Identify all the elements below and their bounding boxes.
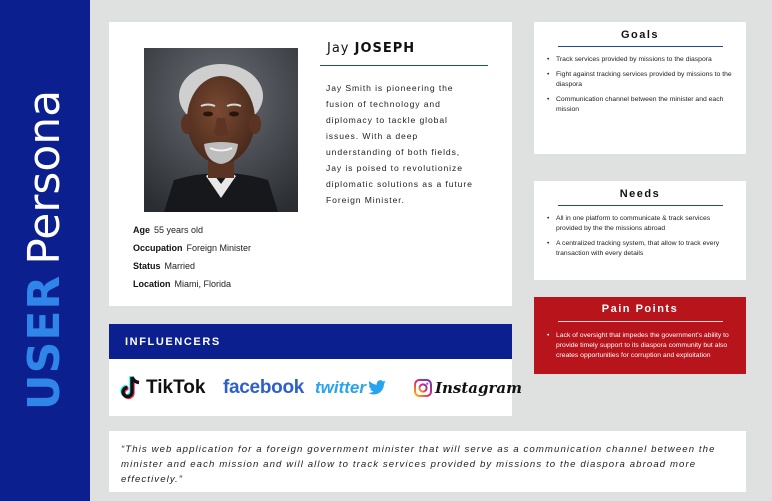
bio-line: diplomatic solutions as a future (326, 179, 473, 189)
needs-list (534, 206, 746, 259)
list-item: • Track services provided by missions to the diaspora (547, 55, 736, 65)
fact-label: Status (133, 261, 161, 271)
quote-card (109, 431, 746, 492)
twitter-logo (315, 373, 387, 403)
facebook-logo (223, 373, 304, 403)
needs-card (534, 181, 746, 280)
instagram-logo (414, 373, 522, 403)
pain-points-divider (558, 321, 723, 322)
facebook-wordmark: facebook (223, 377, 305, 398)
fact-label: Location (133, 279, 171, 289)
persona-facts (133, 221, 251, 293)
name-divider (320, 65, 488, 66)
goals-card (534, 22, 746, 154)
list-item: • All in one platform to communicate & track services provided by the the missions abroad (547, 214, 736, 234)
fact-label: Age (133, 225, 151, 235)
bio-line: Jay is poised to revolutionize (326, 163, 463, 173)
influencers-card (109, 324, 522, 416)
page-title-light: Persona (19, 89, 70, 265)
fact-occupation (133, 239, 251, 257)
pain-points-title: Pain Points (601, 303, 679, 315)
fact-label: Occupation (133, 243, 183, 253)
pain-points-card (534, 297, 746, 374)
list-item: • Lack of oversight that impedes the government's ability to provide timely support to its diaspora community but also creates opportunities for corruption and exploitation (547, 331, 736, 361)
tiktok-wordmark: TikTok (146, 377, 206, 398)
influencer-logos (109, 359, 522, 416)
list-item: • Communication channel between the minister and each mission (547, 95, 736, 115)
persona-last-name: JOSEPH (354, 41, 416, 56)
bio-line: diplomacy to tackle global (326, 115, 448, 125)
fact-age (133, 221, 251, 239)
list-item: • Fight against tracking services provided by missions to the diaspora (547, 70, 736, 90)
persona-first-name: Jay (327, 41, 350, 56)
bio-line: understanding of both fields, (326, 147, 461, 157)
fact-location (133, 275, 251, 293)
tiktok-logo (119, 373, 205, 403)
bio-line: Foreign Minister. (326, 195, 405, 205)
influencers-title: INFLUENCERS (109, 324, 512, 359)
page-title (19, 89, 70, 411)
needs-title: Needs (619, 188, 661, 200)
twitter-bird-icon (367, 380, 387, 396)
bio-line: issues. With a deep (326, 131, 419, 141)
pain-points-list (534, 322, 746, 361)
fact-value: Married (164, 261, 196, 271)
tiktok-icon (119, 375, 143, 401)
fact-value: 55 years old (154, 225, 204, 235)
profile-photo (144, 48, 298, 212)
instagram-wordmark: Instagram (435, 379, 522, 397)
fact-value: Foreign Minister (186, 243, 252, 253)
instagram-icon (414, 379, 432, 397)
page-title-bold: USER (19, 274, 70, 411)
bio-line: fusion of technology and (326, 99, 441, 109)
persona-name (327, 41, 415, 56)
goals-title: Goals (620, 29, 660, 41)
goals-list (534, 47, 746, 115)
fact-status (133, 257, 251, 275)
fact-value: Miami, Florida (174, 279, 232, 289)
profile-card (109, 22, 512, 306)
persona-quote: “This web application for a foreign government minister that will serve as a communication channel between the minister and each mission and will allow to track services provided by missions to the diaspora abroad more effectively.” (121, 444, 716, 485)
sidebar (0, 0, 90, 501)
twitter-wordmark: twitter (315, 378, 366, 397)
bio-line: Jay Smith is pioneering the (326, 83, 454, 93)
list-item: • A centralized tracking system, that allow to track every transaction with every details (547, 239, 736, 259)
persona-bio (326, 80, 496, 208)
